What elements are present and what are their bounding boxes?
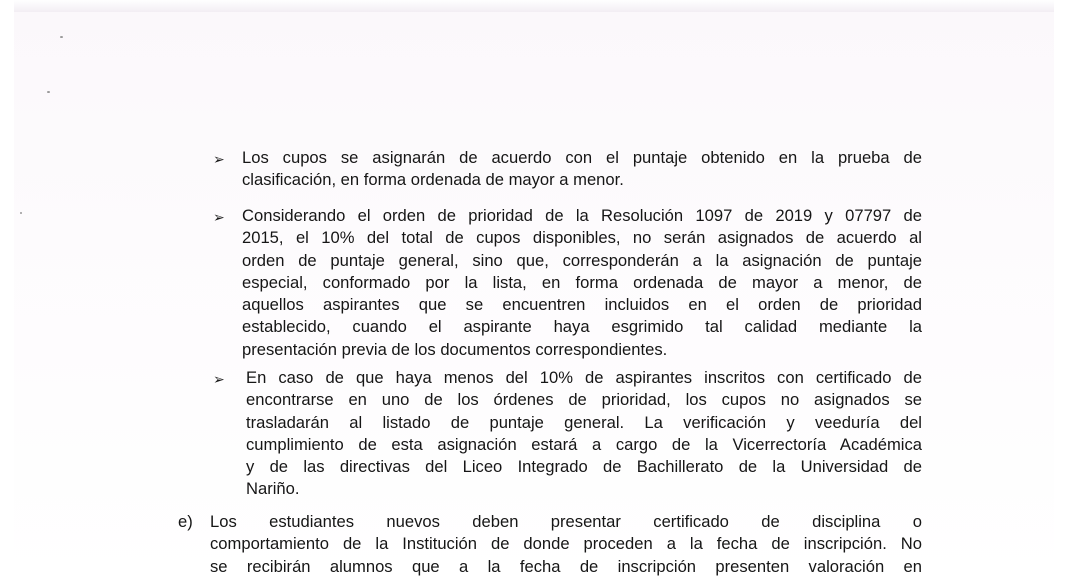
- bullet-arrow-icon: ➢: [213, 371, 225, 387]
- text-line: encontrarse en uno de los órdenes de prioridad, los cupos no asignados se: [246, 390, 922, 410]
- scan-edge-top: [14, 0, 1054, 12]
- bullet-paragraph-3: [246, 367, 922, 501]
- text-line: clasificación, en forma ordenada de mayor a menor.: [242, 170, 624, 190]
- text-line: presentación previa de los documentos correspondientes.: [242, 339, 668, 359]
- bullet-arrow-icon: ➢: [213, 209, 225, 225]
- list-item-paragraph-e: [210, 511, 922, 578]
- text-line: 2015, el 10% del total de cupos disponibles, no serán asignados de acuerdo al: [242, 228, 922, 248]
- text-line: especial, conformado por la lista, en forma ordenada de mayor a menor, de: [242, 272, 922, 292]
- bullet-paragraph-1: [242, 147, 922, 192]
- text-line: Los cupos se asignarán de acuerdo con el puntaje obtenido en la prueba de: [242, 148, 922, 167]
- scan-speck: [20, 212, 22, 214]
- text-line: Nariño.: [246, 479, 300, 499]
- text-line: cumplimiento de esta asignación estará a cargo de la Vicerrectoría Académica: [246, 434, 922, 454]
- bullet-arrow-icon: ➢: [213, 151, 225, 167]
- text-line: trasladarán al listado de puntaje general. La verificación y veeduría del: [246, 412, 922, 432]
- scan-speck: [47, 91, 50, 93]
- list-item-label-e: e): [178, 512, 193, 531]
- text-line: aquellos aspirantes que se encuentren incluidos en el orden de prioridad: [242, 295, 922, 315]
- text-line: comportamiento de la Institución de donde proceden a la fecha de inscripción. No: [210, 534, 922, 554]
- bullet-paragraph-2: [242, 205, 922, 361]
- text-line: Los estudiantes nuevos deben presentar certificado de disciplina o: [210, 512, 922, 531]
- scan-speck: [60, 36, 63, 38]
- text-line: Considerando el orden de prioridad de la Resolución 1097 de 2019 y 07797 de: [242, 206, 922, 225]
- text-line: orden de puntaje general, sino que, corresponderán a la asignación de puntaje: [242, 250, 922, 270]
- text-line: y de las directivas del Liceo Integrado de Bachillerato de la Universidad de: [246, 457, 922, 477]
- text-line: En caso de que haya menos del 10% de aspirantes inscritos con certificado de: [246, 368, 922, 387]
- scan-edge-left: [0, 0, 14, 580]
- scan-edge-right: [1054, 0, 1068, 580]
- text-line: establecido, cuando el aspirante haya esgrimido tal calidad mediante la: [242, 317, 922, 337]
- text-line: se recibirán alumnos que a la fecha de inscripción presenten valoración en: [210, 556, 922, 576]
